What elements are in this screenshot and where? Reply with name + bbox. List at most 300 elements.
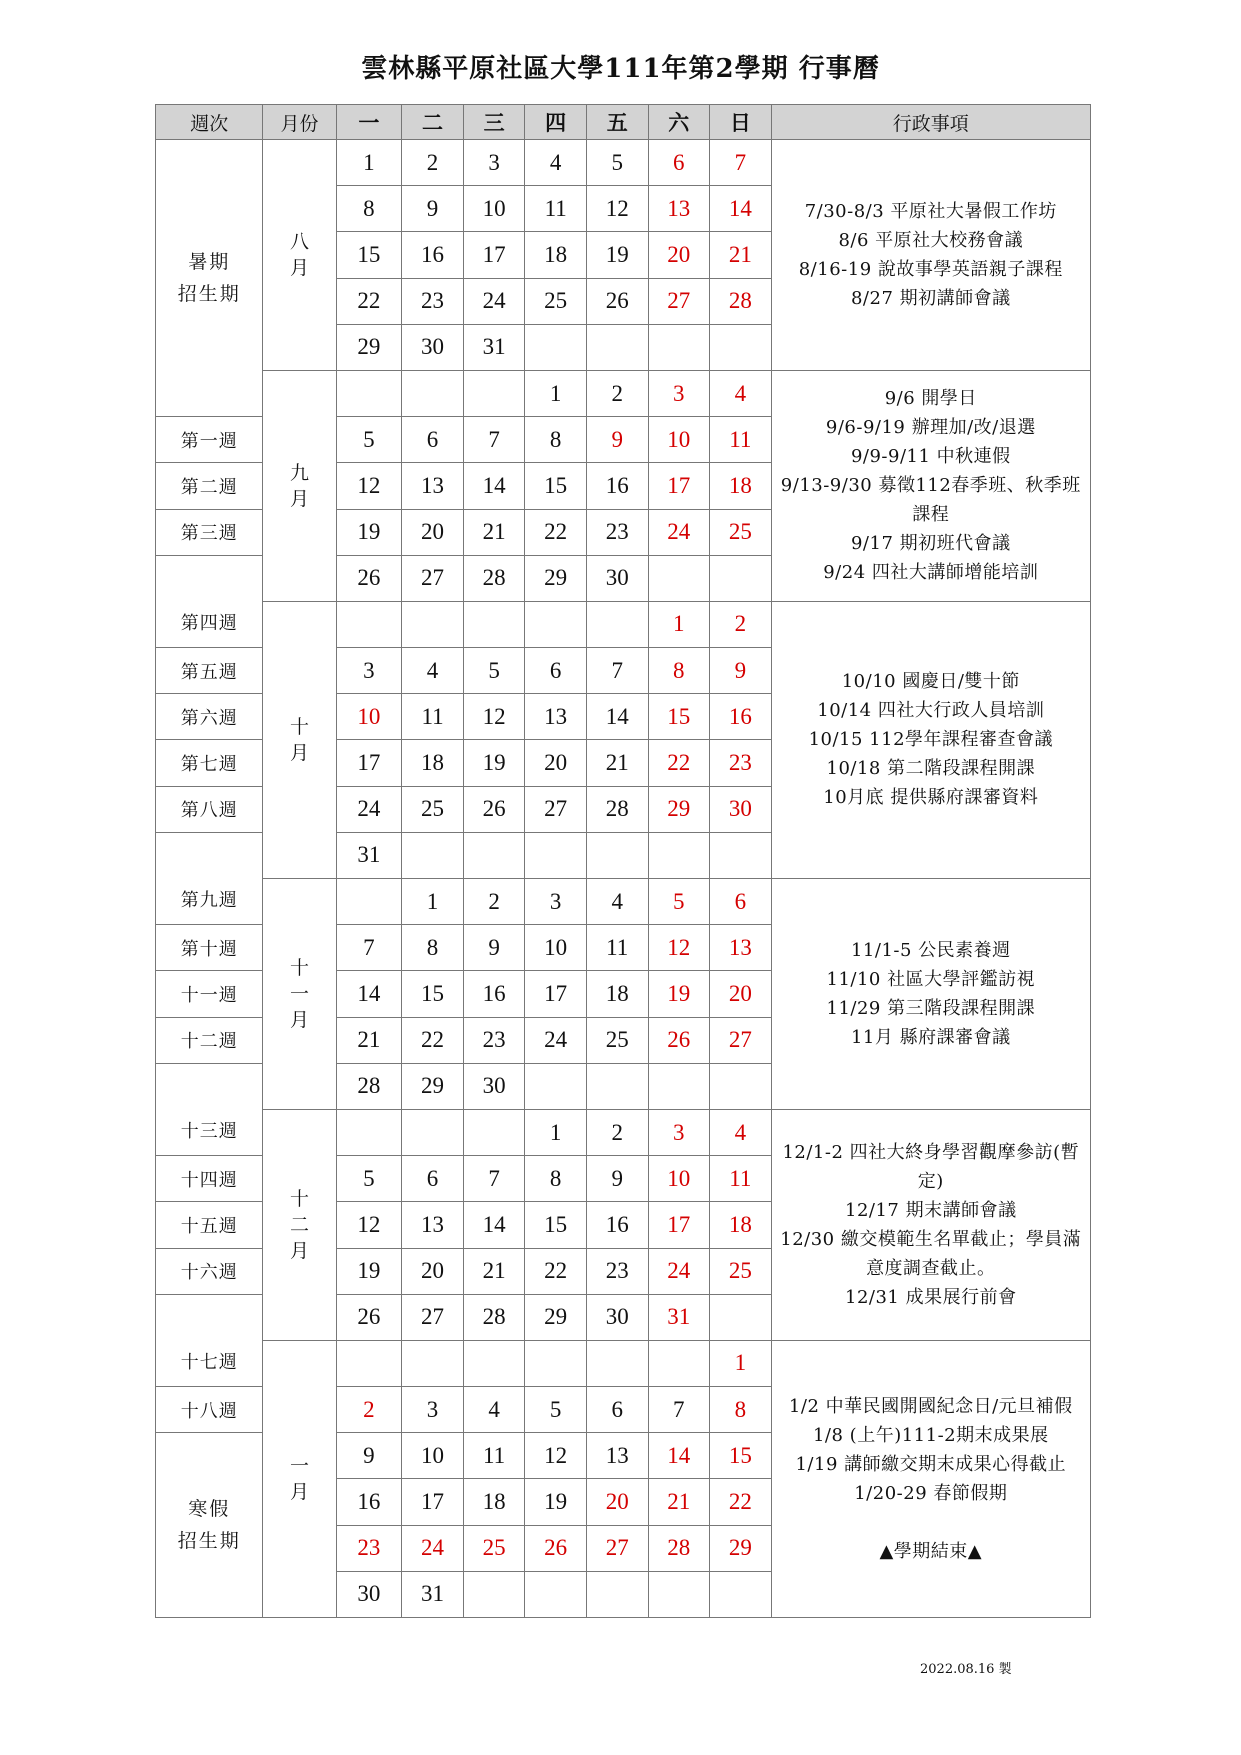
header-week: 週次 xyxy=(156,105,263,140)
day-cell-thu: 22 xyxy=(525,509,587,555)
day-cell-wed: 9 xyxy=(463,925,525,971)
day-cell-thu: 1 xyxy=(525,1109,587,1155)
day-cell-thu: 8 xyxy=(525,1156,587,1202)
day-cell-wed xyxy=(463,1340,525,1386)
day-cell-wed: 5 xyxy=(463,648,525,694)
day-cell-sat xyxy=(648,1063,710,1109)
day-cell-tue: 10 xyxy=(402,1433,464,1479)
calendar-table xyxy=(155,104,1091,1618)
day-cell-wed: 26 xyxy=(463,786,525,832)
day-cell-fri: 28 xyxy=(586,786,648,832)
day-cell-tue: 13 xyxy=(402,1202,464,1248)
day-cell-tue xyxy=(402,601,464,647)
note-item: 10月底 提供縣府課審資料 xyxy=(823,787,1039,809)
day-cell-sat: 10 xyxy=(648,1156,710,1202)
calendar-row xyxy=(156,370,1091,416)
day-cell-thu: 25 xyxy=(525,278,587,324)
footer-date: 2022.08.16 製 xyxy=(920,1662,1012,1677)
day-cell-thu: 29 xyxy=(525,555,587,601)
day-cell-sat: 7 xyxy=(648,1387,710,1433)
day-cell-sat: 31 xyxy=(648,1294,710,1340)
day-cell-thu: 20 xyxy=(525,740,587,786)
day-cell-sun: 30 xyxy=(710,786,772,832)
day-cell-wed: 4 xyxy=(463,1387,525,1433)
day-cell-sun: 18 xyxy=(710,463,772,509)
note-item: 9/6-9/19 辦理加/改/退選 xyxy=(825,417,1036,439)
day-cell-thu: 6 xyxy=(525,648,587,694)
note-item: 10/15 112學年課程審查會議 xyxy=(808,729,1054,751)
week-label: 第十週 xyxy=(156,925,263,971)
note-item: 1/19 講師繳交期末成果心得截止 xyxy=(795,1453,1067,1475)
calendar-row xyxy=(156,140,1091,186)
admin-notes xyxy=(771,1340,1090,1617)
month-label: 十一月 xyxy=(263,879,336,1110)
admin-notes xyxy=(771,1109,1090,1340)
day-cell-wed: 3 xyxy=(463,140,525,186)
day-cell-tue: 8 xyxy=(402,925,464,971)
day-cell-mon: 1 xyxy=(336,140,402,186)
note-item: 1/20-29 春節假期 xyxy=(854,1482,1008,1504)
day-cell-sat: 13 xyxy=(648,186,710,232)
day-cell-tue: 17 xyxy=(402,1479,464,1525)
week-label: 第九週 xyxy=(156,832,263,924)
day-cell-mon: 22 xyxy=(336,278,402,324)
day-cell-sat: 8 xyxy=(648,648,710,694)
day-cell-wed xyxy=(463,1109,525,1155)
day-cell-mon: 3 xyxy=(336,648,402,694)
note-item: 10/10 國慶日/雙十節 xyxy=(841,671,1020,693)
day-cell-tue: 30 xyxy=(402,324,464,370)
day-cell-fri: 12 xyxy=(586,186,648,232)
note-item: 11/10 社區大學評鑑訪視 xyxy=(826,968,1036,990)
day-cell-tue: 6 xyxy=(402,1156,464,1202)
day-cell-sat: 26 xyxy=(648,1017,710,1063)
day-cell-sun xyxy=(710,1294,772,1340)
note-item: 9/9-9/11 中秋連假 xyxy=(850,446,1011,468)
day-cell-wed: 25 xyxy=(463,1525,525,1571)
day-cell-mon: 5 xyxy=(336,1156,402,1202)
day-cell-sun: 11 xyxy=(710,1156,772,1202)
day-cell-fri: 19 xyxy=(586,232,648,278)
day-cell-fri: 27 xyxy=(586,1525,648,1571)
header-day-fri: 五 xyxy=(586,105,648,140)
header-day-thu: 四 xyxy=(525,105,587,140)
day-cell-mon: 15 xyxy=(336,232,402,278)
day-cell-sat: 3 xyxy=(648,1109,710,1155)
day-cell-sun: 14 xyxy=(710,186,772,232)
note-item: 12/17 期末講師會議 xyxy=(845,1199,1017,1221)
day-cell-sun: 20 xyxy=(710,971,772,1017)
day-cell-sun: 27 xyxy=(710,1017,772,1063)
day-cell-fri: 4 xyxy=(586,879,648,925)
day-cell-sun: 11 xyxy=(710,417,772,463)
day-cell-tue xyxy=(402,370,464,416)
day-cell-fri xyxy=(586,324,648,370)
day-cell-fri: 2 xyxy=(586,370,648,416)
day-cell-sat: 29 xyxy=(648,786,710,832)
day-cell-thu: 1 xyxy=(525,370,587,416)
day-cell-sun: 18 xyxy=(710,1202,772,1248)
note-item: 11月 縣府課審會議 xyxy=(850,1026,1011,1048)
day-cell-sun: 23 xyxy=(710,740,772,786)
day-cell-mon: 5 xyxy=(336,417,402,463)
day-cell-fri: 6 xyxy=(586,1387,648,1433)
day-cell-sun: 21 xyxy=(710,232,772,278)
day-cell-thu: 29 xyxy=(525,1294,587,1340)
day-cell-sun xyxy=(710,1063,772,1109)
day-cell-wed: 14 xyxy=(463,1202,525,1248)
day-cell-wed: 7 xyxy=(463,1156,525,1202)
day-cell-mon: 31 xyxy=(336,832,402,878)
day-cell-sat: 24 xyxy=(648,509,710,555)
note-item: 11/29 第三階段課程開課 xyxy=(826,997,1036,1019)
note-item: 10/18 第二階段課程開課 xyxy=(826,758,1036,780)
day-cell-mon xyxy=(336,370,402,416)
day-cell-thu: 17 xyxy=(525,971,587,1017)
day-cell-fri: 7 xyxy=(586,648,648,694)
month-label: 八月 xyxy=(263,140,336,371)
week-label: 十一週 xyxy=(156,971,263,1017)
day-cell-sun: 15 xyxy=(710,1433,772,1479)
day-cell-fri: 2 xyxy=(586,1109,648,1155)
day-cell-sat: 5 xyxy=(648,879,710,925)
month-label: 一月 xyxy=(263,1340,336,1617)
day-cell-thu: 18 xyxy=(525,232,587,278)
day-cell-thu: 26 xyxy=(525,1525,587,1571)
day-cell-thu: 11 xyxy=(525,186,587,232)
day-cell-fri: 9 xyxy=(586,417,648,463)
day-cell-fri xyxy=(586,1340,648,1386)
day-cell-fri: 20 xyxy=(586,1479,648,1525)
day-cell-mon: 19 xyxy=(336,509,402,555)
day-cell-fri: 30 xyxy=(586,555,648,601)
day-cell-fri xyxy=(586,1063,648,1109)
day-cell-sun: 4 xyxy=(710,370,772,416)
day-cell-mon xyxy=(336,879,402,925)
day-cell-sun: 6 xyxy=(710,879,772,925)
day-cell-fri: 11 xyxy=(586,925,648,971)
calendar-row xyxy=(156,1340,1091,1386)
day-cell-mon: 26 xyxy=(336,555,402,601)
day-cell-wed: 21 xyxy=(463,1248,525,1294)
admin-notes xyxy=(771,601,1090,878)
day-cell-mon xyxy=(336,1340,402,1386)
day-cell-wed: 19 xyxy=(463,740,525,786)
day-cell-sun: 7 xyxy=(710,140,772,186)
day-cell-thu: 3 xyxy=(525,879,587,925)
day-cell-mon xyxy=(336,1109,402,1155)
day-cell-thu xyxy=(525,1571,587,1617)
day-cell-mon: 10 xyxy=(336,694,402,740)
day-cell-sat xyxy=(648,324,710,370)
day-cell-thu: 24 xyxy=(525,1017,587,1063)
week-label: 十七週 xyxy=(156,1294,263,1386)
day-cell-mon: 2 xyxy=(336,1387,402,1433)
day-cell-mon xyxy=(336,601,402,647)
day-cell-wed: 28 xyxy=(463,555,525,601)
day-cell-tue: 6 xyxy=(402,417,464,463)
day-cell-fri: 25 xyxy=(586,1017,648,1063)
day-cell-mon: 26 xyxy=(336,1294,402,1340)
week-label: 十二週 xyxy=(156,1017,263,1063)
day-cell-sun: 8 xyxy=(710,1387,772,1433)
week-label: 十六週 xyxy=(156,1248,263,1294)
day-cell-thu: 8 xyxy=(525,417,587,463)
note-item: 11/1-5 公民素養週 xyxy=(850,939,1011,961)
day-cell-mon: 23 xyxy=(336,1525,402,1571)
day-cell-wed: 2 xyxy=(463,879,525,925)
day-cell-wed xyxy=(463,832,525,878)
note-item: 7/30-8/3 平原社大暑假工作坊 xyxy=(804,200,1057,222)
header-day-wed: 三 xyxy=(463,105,525,140)
day-cell-mon: 17 xyxy=(336,740,402,786)
day-cell-sun xyxy=(710,555,772,601)
day-cell-tue: 31 xyxy=(402,1571,464,1617)
day-cell-tue: 20 xyxy=(402,1248,464,1294)
day-cell-thu xyxy=(525,1340,587,1386)
day-cell-sat: 15 xyxy=(648,694,710,740)
note-item: 9/24 四社大講師增能培訓 xyxy=(823,562,1039,584)
day-cell-tue: 18 xyxy=(402,740,464,786)
day-cell-tue xyxy=(402,1109,464,1155)
admin-notes xyxy=(771,370,1090,601)
summer-enrollment-period: 暑期 招生期 xyxy=(156,140,263,417)
day-cell-tue: 9 xyxy=(402,186,464,232)
header-day-sun: 日 xyxy=(710,105,772,140)
day-cell-thu: 10 xyxy=(525,925,587,971)
day-cell-thu: 13 xyxy=(525,694,587,740)
day-cell-sun: 4 xyxy=(710,1109,772,1155)
day-cell-sun xyxy=(710,1571,772,1617)
page-title: 雲林縣平原社區大學111年第2學期 行事曆 xyxy=(361,54,880,84)
day-cell-fri: 14 xyxy=(586,694,648,740)
day-cell-sun: 28 xyxy=(710,278,772,324)
month-label: 十月 xyxy=(263,601,336,878)
week-label: 第一週 xyxy=(156,417,263,463)
header-day-mon: 一 xyxy=(336,105,402,140)
day-cell-sat xyxy=(648,555,710,601)
day-cell-wed xyxy=(463,370,525,416)
day-cell-tue: 3 xyxy=(402,1387,464,1433)
week-label: 第二週 xyxy=(156,463,263,509)
day-cell-sat: 1 xyxy=(648,601,710,647)
day-cell-sat: 28 xyxy=(648,1525,710,1571)
day-cell-mon: 16 xyxy=(336,1479,402,1525)
day-cell-wed xyxy=(463,601,525,647)
day-cell-tue: 15 xyxy=(402,971,464,1017)
day-cell-mon: 14 xyxy=(336,971,402,1017)
day-cell-fri: 30 xyxy=(586,1294,648,1340)
day-cell-wed: 14 xyxy=(463,463,525,509)
day-cell-wed: 28 xyxy=(463,1294,525,1340)
day-cell-wed: 21 xyxy=(463,509,525,555)
day-cell-thu: 22 xyxy=(525,1248,587,1294)
day-cell-fri: 23 xyxy=(586,509,648,555)
header-row xyxy=(156,105,1091,140)
day-cell-wed: 30 xyxy=(463,1063,525,1109)
day-cell-fri: 26 xyxy=(586,278,648,324)
day-cell-tue: 16 xyxy=(402,232,464,278)
day-cell-sun: 29 xyxy=(710,1525,772,1571)
day-cell-sun: 13 xyxy=(710,925,772,971)
day-cell-sat: 10 xyxy=(648,417,710,463)
day-cell-sat: 14 xyxy=(648,1433,710,1479)
day-cell-thu: 19 xyxy=(525,1479,587,1525)
header-day-sat: 六 xyxy=(648,105,710,140)
day-cell-fri: 16 xyxy=(586,463,648,509)
day-cell-sat: 24 xyxy=(648,1248,710,1294)
day-cell-fri xyxy=(586,832,648,878)
day-cell-tue: 22 xyxy=(402,1017,464,1063)
week-label: 第七週 xyxy=(156,740,263,786)
day-cell-tue: 4 xyxy=(402,648,464,694)
day-cell-thu xyxy=(525,601,587,647)
winter-enrollment-period: 寒假 招生期 xyxy=(156,1433,263,1618)
day-cell-thu: 5 xyxy=(525,1387,587,1433)
day-cell-wed: 31 xyxy=(463,324,525,370)
day-cell-fri: 9 xyxy=(586,1156,648,1202)
day-cell-tue xyxy=(402,1340,464,1386)
day-cell-sat: 6 xyxy=(648,140,710,186)
note-item: 12/31 成果展行前會 xyxy=(845,1286,1017,1308)
header-day-tue: 二 xyxy=(402,105,464,140)
day-cell-sat: 19 xyxy=(648,971,710,1017)
day-cell-wed xyxy=(463,1571,525,1617)
day-cell-wed: 23 xyxy=(463,1017,525,1063)
day-cell-wed: 24 xyxy=(463,278,525,324)
day-cell-mon: 12 xyxy=(336,463,402,509)
week-label: 第四週 xyxy=(156,555,263,647)
day-cell-sat: 12 xyxy=(648,925,710,971)
day-cell-sun: 2 xyxy=(710,601,772,647)
note-item: 9/13-9/30 募徵112春季班、秋季班課程 xyxy=(780,475,1081,526)
week-label: 第八週 xyxy=(156,786,263,832)
day-cell-wed: 17 xyxy=(463,232,525,278)
day-cell-wed: 7 xyxy=(463,417,525,463)
day-cell-sun: 1 xyxy=(710,1340,772,1386)
month-label: 十二月 xyxy=(263,1109,336,1340)
note-item: 10/14 四社大行政人員培訓 xyxy=(817,700,1045,722)
note-item: 12/1-2 四社大終身學習觀摩參訪(暫定) xyxy=(782,1141,1080,1192)
calendar-row xyxy=(156,1109,1091,1155)
month-label: 九月 xyxy=(263,370,336,601)
day-cell-fri: 5 xyxy=(586,140,648,186)
header-month: 月份 xyxy=(263,105,336,140)
day-cell-fri: 23 xyxy=(586,1248,648,1294)
day-cell-sun: 22 xyxy=(710,1479,772,1525)
note-item: 1/2 中華民國開國紀念日/元旦補假 xyxy=(788,1395,1073,1417)
day-cell-wed: 16 xyxy=(463,971,525,1017)
day-cell-sat xyxy=(648,1571,710,1617)
day-cell-tue: 27 xyxy=(402,555,464,601)
day-cell-fri xyxy=(586,1571,648,1617)
day-cell-mon: 24 xyxy=(336,786,402,832)
admin-notes xyxy=(771,140,1090,371)
day-cell-thu: 15 xyxy=(525,463,587,509)
day-cell-tue: 29 xyxy=(402,1063,464,1109)
day-cell-wed: 10 xyxy=(463,186,525,232)
day-cell-sun: 25 xyxy=(710,509,772,555)
day-cell-tue xyxy=(402,832,464,878)
day-cell-sat: 27 xyxy=(648,278,710,324)
day-cell-thu xyxy=(525,832,587,878)
day-cell-thu xyxy=(525,1063,587,1109)
day-cell-thu: 27 xyxy=(525,786,587,832)
note-item: 1/8 (上午)111-2期末成果展 xyxy=(812,1424,1049,1446)
day-cell-wed: 12 xyxy=(463,694,525,740)
note-item: 8/6 平原社大校務會議 xyxy=(838,229,1024,251)
day-cell-thu: 15 xyxy=(525,1202,587,1248)
day-cell-tue: 20 xyxy=(402,509,464,555)
note-item: 8/16-19 說故事學英語親子課程 xyxy=(798,258,1063,280)
day-cell-sun: 9 xyxy=(710,648,772,694)
day-cell-tue: 1 xyxy=(402,879,464,925)
note-item: 8/27 期初講師會議 xyxy=(850,287,1011,309)
header-notes: 行政事項 xyxy=(771,105,1090,140)
note-item: 9/17 期初班代會議 xyxy=(850,533,1011,555)
note-item: 9/6 開學日 xyxy=(884,388,977,410)
day-cell-sat: 21 xyxy=(648,1479,710,1525)
day-cell-mon: 29 xyxy=(336,324,402,370)
day-cell-wed: 11 xyxy=(463,1433,525,1479)
day-cell-sat: 22 xyxy=(648,740,710,786)
day-cell-thu: 12 xyxy=(525,1433,587,1479)
day-cell-mon: 28 xyxy=(336,1063,402,1109)
day-cell-tue: 27 xyxy=(402,1294,464,1340)
day-cell-sat xyxy=(648,832,710,878)
day-cell-fri: 18 xyxy=(586,971,648,1017)
day-cell-mon: 21 xyxy=(336,1017,402,1063)
calendar-row xyxy=(156,879,1091,925)
day-cell-sun xyxy=(710,832,772,878)
day-cell-sun: 25 xyxy=(710,1248,772,1294)
day-cell-sat: 3 xyxy=(648,370,710,416)
day-cell-mon: 12 xyxy=(336,1202,402,1248)
week-label: 第三週 xyxy=(156,509,263,555)
week-label: 第五週 xyxy=(156,648,263,694)
day-cell-tue: 11 xyxy=(402,694,464,740)
day-cell-thu xyxy=(525,324,587,370)
day-cell-sat: 20 xyxy=(648,232,710,278)
day-cell-tue: 25 xyxy=(402,786,464,832)
note-item xyxy=(772,1508,1090,1537)
day-cell-sat xyxy=(648,1340,710,1386)
week-label: 十三週 xyxy=(156,1063,263,1155)
day-cell-sat: 17 xyxy=(648,463,710,509)
day-cell-thu: 4 xyxy=(525,140,587,186)
day-cell-tue: 24 xyxy=(402,1525,464,1571)
day-cell-tue: 2 xyxy=(402,140,464,186)
note-item: ▲學期結束▲ xyxy=(879,1540,983,1562)
day-cell-sat: 17 xyxy=(648,1202,710,1248)
day-cell-fri: 16 xyxy=(586,1202,648,1248)
day-cell-mon: 7 xyxy=(336,925,402,971)
day-cell-tue: 23 xyxy=(402,278,464,324)
day-cell-mon: 9 xyxy=(336,1433,402,1479)
day-cell-tue: 13 xyxy=(402,463,464,509)
day-cell-mon: 8 xyxy=(336,186,402,232)
week-label: 十五週 xyxy=(156,1202,263,1248)
day-cell-mon: 19 xyxy=(336,1248,402,1294)
note-item: 12/30 繳交模範生名單截止；學員滿意度調查截止。 xyxy=(780,1228,1082,1279)
calendar-body xyxy=(156,140,1091,1618)
day-cell-sun: 16 xyxy=(710,694,772,740)
day-cell-mon: 30 xyxy=(336,1571,402,1617)
day-cell-sun xyxy=(710,324,772,370)
week-label: 十四週 xyxy=(156,1156,263,1202)
day-cell-fri: 21 xyxy=(586,740,648,786)
day-cell-wed: 18 xyxy=(463,1479,525,1525)
